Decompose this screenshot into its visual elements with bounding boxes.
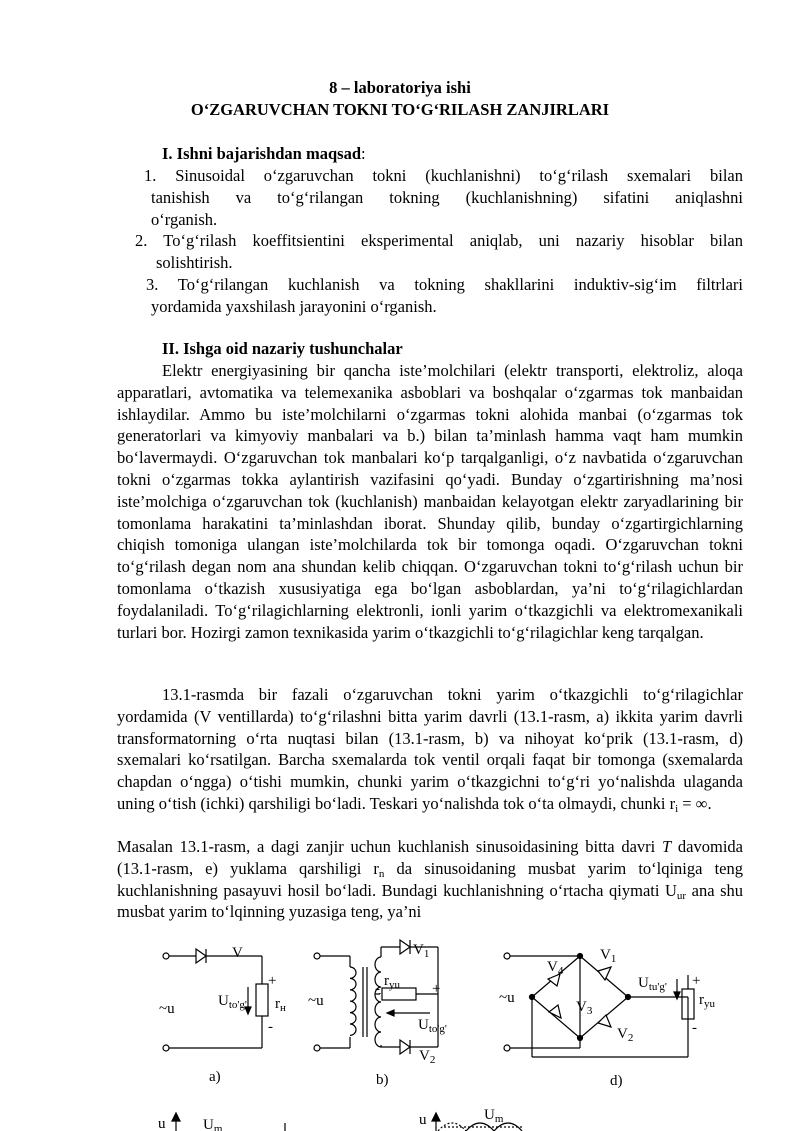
section1-heading: I. Ishni bajarishdan maqsad:	[162, 144, 366, 163]
svg-text:+: +	[692, 973, 701, 989]
lab-number: 8 – laboratoriya ishi	[329, 78, 471, 97]
svg-text:+: +	[432, 981, 441, 997]
section2-paragraph-2: 13.1-rasmda bir fazali o‘zgaruvchan tokni yarim o‘tkazgichli to‘g‘rilagichlar yordamida (V ventillarda) to‘g‘rilashni bitta yarim davrli (13.1-rasm, a) ikkita yarim davrli transformatorning o‘rta nuqtasi bilan (13.1-rasm, b) va nihoyat ko‘prik (13.1-rasm, d) sxemalari ko‘rsatilgan. Barcha sxemalarda tok ventil orqali faqat bir tomonga (sxemalarda chapdan o‘ngga) o‘tishi mumkin, chunki yarim o‘tkazgichni to‘g‘ri yo‘nalishda ulaganda uning o‘tish (ichki) qarshiligi bo‘ladi. Teskari yo‘nalishda tok o‘ta olmaydi, chunki $r_i$ = ∞.	[117, 685, 743, 815]
svg-text:V2: $V_2$	[419, 1048, 436, 1066]
diode-icon	[196, 949, 206, 963]
waveform-axes	[172, 1113, 522, 1131]
svg-text:d): d)	[610, 1073, 623, 1089]
objective-item-3: 3. To‘g‘rilangan kuchlanish va tokning shakllarini induktiv-sig‘im filtrlari yordamida yaxshilash jarayonini o‘rganish.	[146, 275, 743, 316]
svg-text:a): a)	[209, 1069, 221, 1085]
page-title: O‘ZGARUVCHAN TOKNI TO‘G‘RILASH ZANJIRLARI	[190, 100, 610, 119]
svg-text:rн: $r_н$	[275, 996, 286, 1014]
section2-paragraph-3: Masalan 13.1-rasm, a dagi zanjir uchun kuchlanish sinusoidasining bitta davri T davomida (13.1-rasm, e) yuklama qarshiligi $r_n$ da sinusoidaning musbat yarim to‘lqiniga teng kuchlanishning pasayuvi hosil bo‘ladi. Bundagi kuchlanishning o‘rtacha qiymati $U_{ur}$ ana shu musbat yarim to‘lqinning yuzasiga teng, ya’ni	[117, 837, 743, 922]
section2-paragraph-1: Elektr energiyasining bir qancha iste’molchilari (elektr transporti, elektroliz, aloqa apparatlari, avtomatika va telemexanika asboblari va boshqalar o‘zgarmas tok manbaidan ishlaydilar. Ammo bu iste’molchilarni o‘zgarmas tokni alohida manbai (o‘zgarmas tok generatorlari va kimyoviy manbalari va b.) bilan ta’minlash hamma vaqt ham mumkin bo‘lavermaydi. O‘zgaruvchan tok manbalari ko‘p tarqalganligi, o‘z navbatida o‘zgaruvchan tokni o‘zgarmas tokka aylantirish vazifasini qo‘yadi. Bunday o‘zgartirishning ma’nosi iste’molchiga o‘zgaruvchan tok (kuchlanish) manbaidan kelayotgan elektr zaryadlarining bir tomonlama harakatini ta’minlashdan iborat. Shunday qilib, bunday o‘zgartirgichlarning chiqish tomoniga ulangan iste’molchilarda tok bir tomonga oqadi. O‘zgaruvchan tokni to‘g‘rilash degan nom ana shundan kelib chiqqan. O‘zgaruvchan tokni to‘g‘rilash uchun bir tomonlama o‘tkazish xususiyatiga ega bo‘lgan asboblardan, ya’ni to‘g‘rilagichlardan foydalaniladi. To‘g‘rilagichlarning elektronli, ionli yarim o‘tkazgichli va elektromexanikali turlari bor. Hozirgi zamon texnikasida yarim o‘tkazgichli to‘g‘rilagichlar keng tarqalgan.	[117, 361, 743, 642]
svg-text:V: V	[232, 945, 243, 961]
svg-text:u: u	[419, 1112, 427, 1128]
svg-text:~u: ~u	[159, 1001, 175, 1017]
diode-icon	[598, 1015, 611, 1027]
svg-text:-: -	[375, 981, 380, 997]
svg-text:Um: $U_m$	[203, 1117, 223, 1131]
diode-icon	[400, 940, 410, 954]
diode-icon	[598, 967, 611, 980]
secondary-coil-icon	[375, 957, 381, 1047]
svg-text:Uto'g': $U_{to'g'}$	[218, 993, 247, 1011]
svg-text:ryu: $r_{yu}$	[699, 992, 715, 1010]
svg-text:Uto'g': $U_{to'g'}$	[418, 1017, 447, 1035]
svg-text:u: u	[158, 1116, 166, 1131]
objective-item-1: 1. Sinusoidal o‘zgaruvchan tokni (kuchlanishni) to‘g‘rilash sxemalari bilan tanishish va to‘g‘rilangan tokning (kuchlanishning) sifatini aniqlashni o‘rganish.	[144, 166, 743, 229]
svg-text:V1: $V_1$	[600, 947, 617, 965]
svg-text:V4: $V_4$	[547, 959, 564, 977]
primary-coil-icon	[350, 967, 356, 1035]
svg-text:-: -	[268, 1019, 273, 1035]
svg-text:+: +	[268, 973, 277, 989]
svg-text:V3: $V_3$	[576, 999, 593, 1017]
section2-heading: II. Ishga oid nazariy tushunchalar	[162, 339, 403, 358]
svg-text:ryu: $r_{yu}$	[384, 973, 400, 991]
svg-text:-: -	[692, 1020, 697, 1036]
circuit-d	[504, 953, 694, 1057]
svg-text:V1: $V_1$	[413, 942, 430, 960]
objective-item-2: 2. To‘g‘rilash koeffitsientini eksperimental aniqlab, uni nazariy hisoblar bilan solishtirish.	[135, 231, 744, 272]
circuit-a	[163, 949, 268, 1051]
svg-text:Um: $U_m$	[484, 1107, 504, 1125]
svg-text:V2: $V_2$	[617, 1026, 634, 1044]
svg-text:Utu'g': $U_{tu'g'}$	[638, 975, 667, 993]
figure-13-1-schematics	[0, 935, 800, 1131]
resistor-icon	[256, 984, 268, 1016]
svg-text:b): b)	[376, 1072, 389, 1088]
svg-text:~u: ~u	[499, 990, 515, 1006]
diode-icon	[400, 1040, 410, 1054]
svg-text:~u: ~u	[308, 993, 324, 1009]
